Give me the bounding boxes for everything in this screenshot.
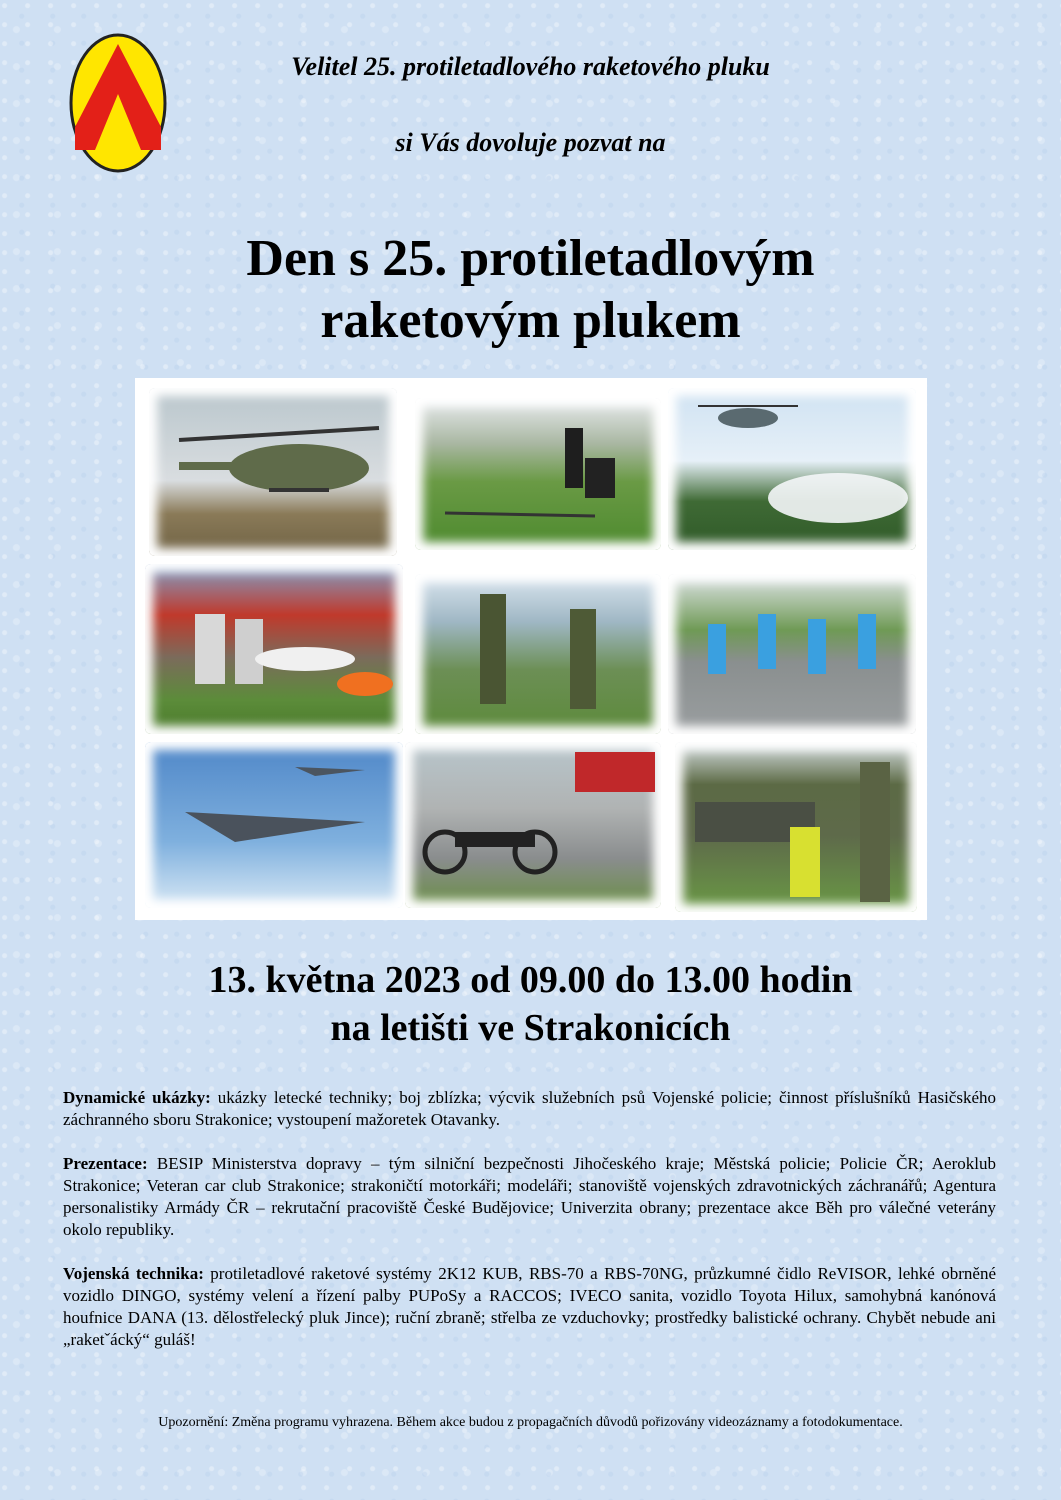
- firefighting-helicopter-photo: [668, 388, 916, 550]
- program-dynamic-label: Dynamické ukázky:: [63, 1088, 211, 1107]
- program-technology: [63, 1263, 996, 1351]
- event-title: [0, 228, 1061, 352]
- firefighters-photo: [145, 564, 403, 734]
- program-dynamic-text: ukázky letecké techniky; boj zblízka; výcvik služebních psů Vojenské policie; činnost příslušníků Hasičského záchranného sboru Strakonice; vystoupení mažoretek Otavanky.: [63, 1088, 996, 1129]
- photo-collage: [135, 378, 927, 920]
- program-dynamic: [63, 1087, 996, 1131]
- event-date-place: [0, 956, 1061, 1052]
- majorettes-photo: [668, 574, 916, 734]
- event-title-line-2: raketovým plukem: [320, 292, 741, 349]
- helicopter-photo: [149, 388, 397, 556]
- military-equipment-photo: [675, 742, 917, 912]
- event-title-line-1: Den s 25. protiletadlovým: [246, 230, 815, 287]
- program-presentation-label: Prezentace:: [63, 1154, 148, 1173]
- inviter-line-2: si Vás dovoluje pozvat na: [395, 128, 666, 157]
- program-presentation: [63, 1153, 996, 1241]
- gripen-jets-photo: [145, 742, 403, 908]
- close-combat-photo: [415, 574, 661, 734]
- program-technology-text: protiletadlové raketové systémy 2K12 KUB, RBS-70 a RBS-70NG, průzkumné čidlo ReVISOR, lehké obrněné vozidlo DINGO, systémy velení a řízení palby PUPoSy a RACCOS; IVECO sanita, vozidlo Toyota Hilux, samohybná kanónová houfnice DANA (13. dělostřelecký pluk Jince); ruční zbraně; střelba ze vzduchovky; prostředky balistické ochrany. Chybět nebude ani „raketˇácký“ guláš!: [63, 1264, 997, 1349]
- footer-note: Upozornění: Změna programu vyhrazena. Během akce budou z propagačních důvodů pořizovány videozáznamy a fotodokumentace.: [158, 1415, 903, 1430]
- inviter-line-1: Velitel 25. protiletadlového raketového pluku: [291, 52, 770, 81]
- event-place: na letišti ve Strakonicích: [330, 1007, 731, 1049]
- program-technology-label: Vojenská technika:: [63, 1264, 204, 1283]
- police-dog-photo: [415, 398, 661, 550]
- event-date: 13. května 2023 od 09.00 do 13.00 hodin: [208, 959, 853, 1001]
- veteran-vehicles-photo: [405, 742, 661, 908]
- program-presentation-text: BESIP Ministerstva dopravy – tým silniční bezpečnosti Jihočeského kraje; Městská policie; Policie ČR; Aeroklub Strakonice; Veteran car club Strakonice; strakoničtí motorkáři; modeláři; stanoviště vojenských zdravotnických záchranářů; Agentura personalistiky Armády ČR – rekrutační pracoviště České Budějovice; Univerzita obrany; prezentace akce Běh pro válečné veterány okolo republiky.: [63, 1154, 996, 1239]
